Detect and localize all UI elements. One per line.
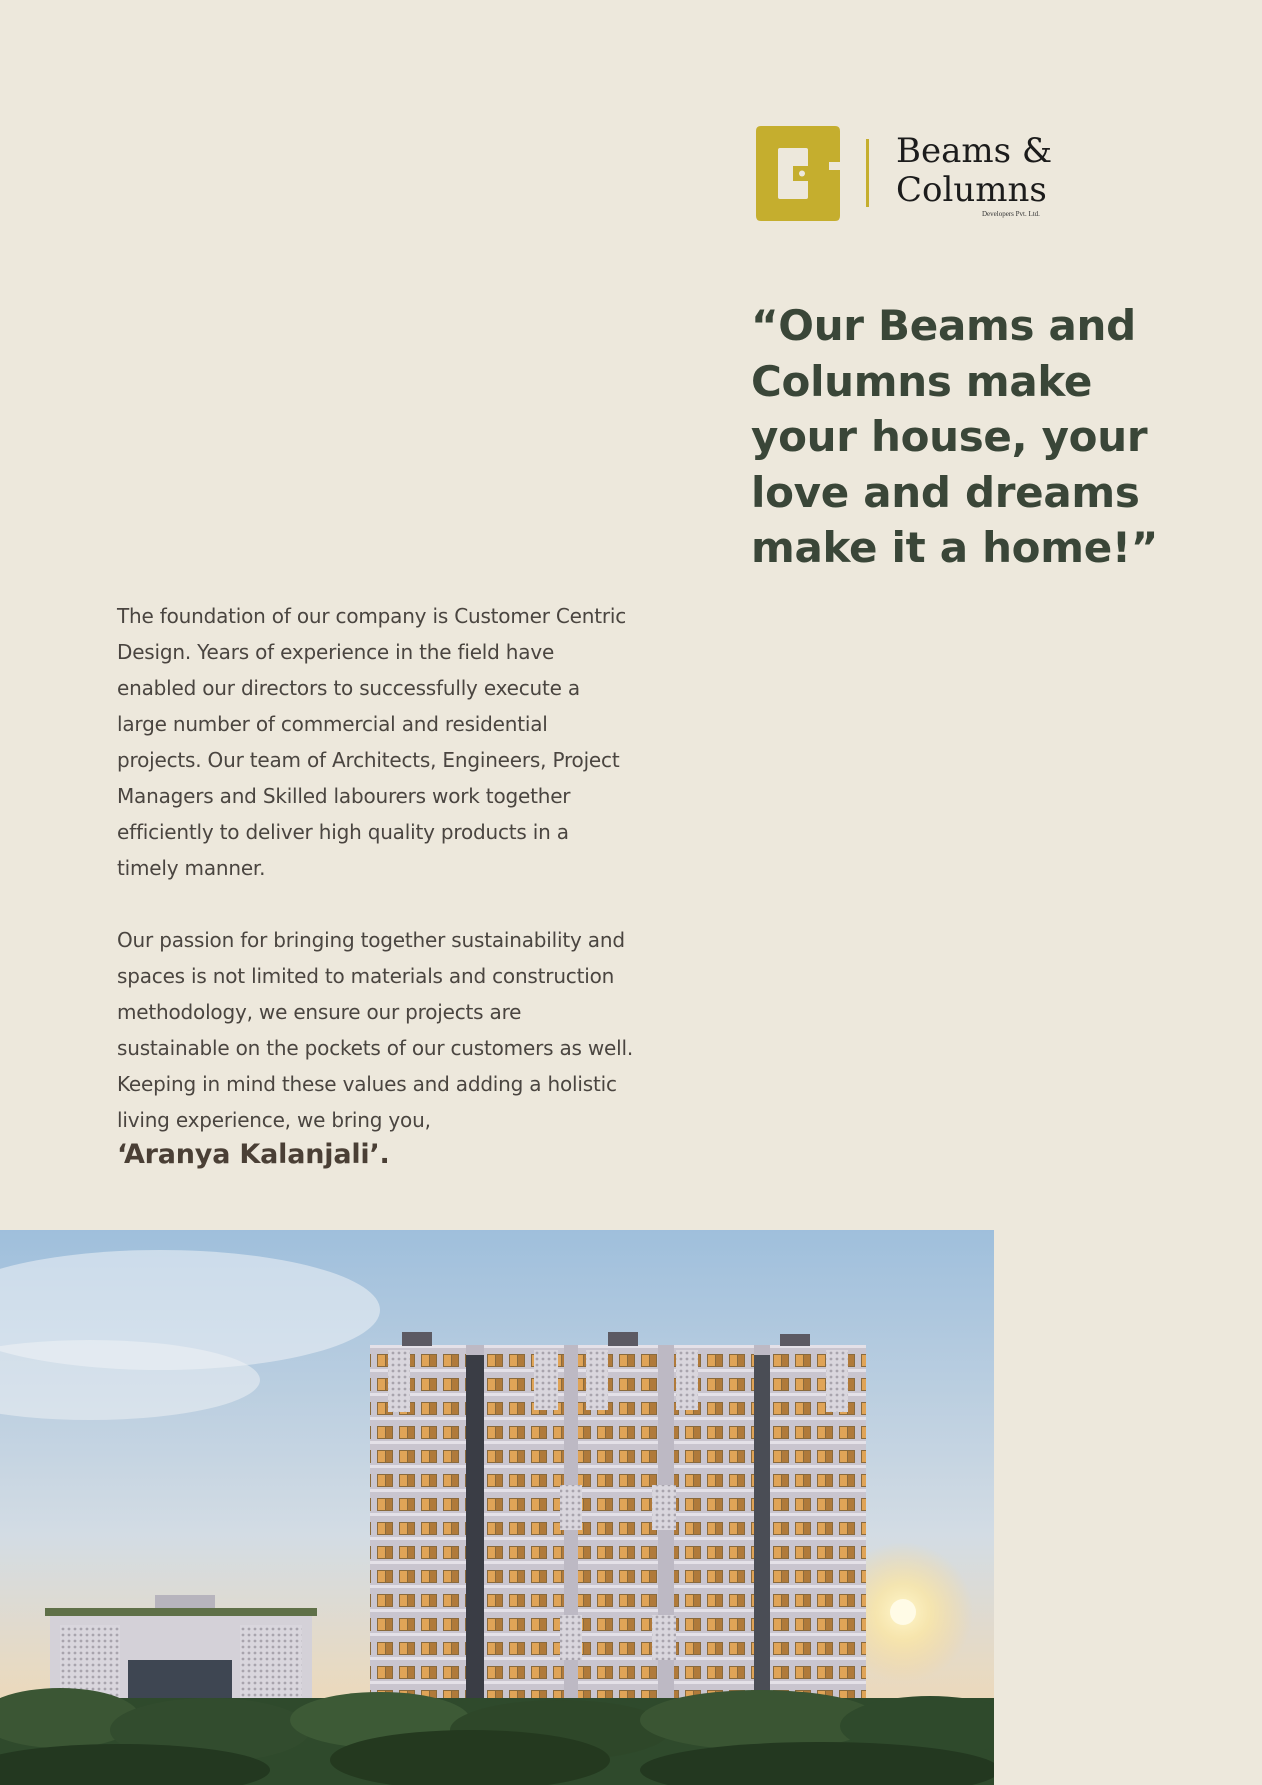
quote-line: make it a home!”: [751, 523, 1159, 572]
logo-name-line-1: Beams &: [896, 131, 1053, 171]
project-name: ‘Aranya Kalanjali’.: [117, 1139, 390, 1170]
building-render-image: [0, 1230, 994, 1785]
text-line: projects. Our team of Architects, Engineers, Project: [117, 748, 620, 772]
text-line: efficiently to deliver high quality products in a: [117, 820, 569, 844]
company-logo: [756, 126, 1056, 222]
text-line: living experience, we bring you,: [117, 1108, 431, 1132]
quote-line: love and dreams: [751, 467, 1140, 517]
paragraph-sustainability: [117, 922, 677, 1138]
quote-line: “Our Beams and: [751, 301, 1136, 350]
about-text: [117, 598, 677, 1172]
text-line: Our passion for bringing together sustainability and: [117, 928, 625, 952]
text-line: Keeping in mind these values and adding a holistic: [117, 1072, 617, 1096]
text-line: methodology, we ensure our projects are: [117, 1000, 522, 1024]
text-line: large number of commercial and residential: [117, 712, 548, 736]
logo-wordmark: [896, 132, 1052, 210]
text-line: timely manner.: [117, 856, 266, 880]
beams-columns-logo-icon: [756, 126, 840, 221]
headline-quote: [751, 298, 1251, 576]
paragraph-foundation: [117, 598, 677, 886]
text-line: Design. Years of experience in the field have: [117, 640, 555, 664]
logo-subtitle: Developers Pvt. Ltd.: [982, 210, 1040, 218]
text-line: The foundation of our company is Customer Centric: [117, 604, 627, 628]
quote-line: Columns make: [751, 356, 1093, 406]
text-line: enabled our directors to successfully execute a: [117, 676, 580, 700]
logo-divider: [866, 139, 869, 207]
text-line: Managers and Skilled labourers work together: [117, 784, 571, 808]
logo-name-line-2: Columns: [896, 170, 1047, 210]
text-line: sustainable on the pockets of our customers as well.: [117, 1036, 634, 1060]
quote-line: your house, your: [751, 412, 1148, 461]
text-line: spaces is not limited to materials and construction: [117, 964, 615, 988]
